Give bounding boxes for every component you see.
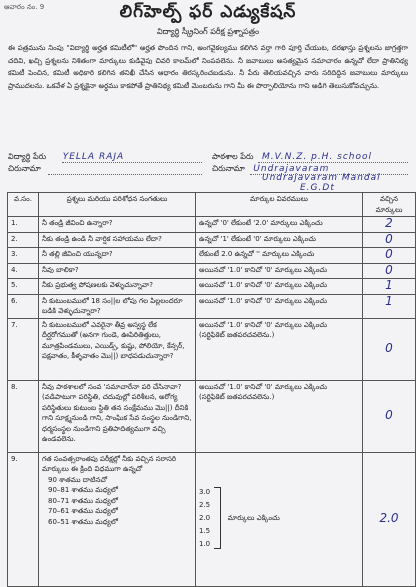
handwritten-mark: 0 bbox=[385, 263, 393, 277]
row-question: నీకు ప్రభుత్వ పోషణలకు వెళ్ళుచున్నావా? bbox=[39, 279, 196, 295]
handwritten-mark: 0 bbox=[385, 247, 393, 261]
row-mark bbox=[363, 318, 416, 380]
form-title: లిగ్‌హెల్ప్ ఫర్ ఎడ్యుకేషన్ bbox=[119, 2, 297, 22]
handwritten-mark: 1 bbox=[385, 294, 393, 308]
table-header-row bbox=[8, 193, 416, 217]
handwritten-mark: 0 bbox=[385, 407, 393, 422]
row-answer-note: (సర్టిఫికెట్ జతపరచవలెను.) bbox=[199, 393, 275, 401]
row-answer: అయినచో '1.0' కానిచో '0' మార్కులు ఎక్కించు bbox=[199, 320, 328, 329]
row-mark bbox=[363, 263, 416, 279]
row-no: 1. bbox=[8, 217, 39, 233]
row-question: గత సంవత్సరాంతపు పరీక్షల్లో నీకు వచ్చిన సరాసరి మార్కులు ఈ క్రింది విధముగా ఉన్నచో bbox=[42, 454, 177, 473]
row-mark bbox=[363, 279, 416, 295]
handwritten-mark: 1 bbox=[385, 278, 393, 292]
intro-paragraph: ఈ పత్రమును నింపు "విద్యార్థి అర్హత కమిటీలో" అర్హత పొందిన గాని, అంగవైకల్యము కలిగిన వర్తా గారి పూర్తి చేయుట, దరఖాస్తు ప్రశ్నలను జాగ్రత్తగా చదివి, ఖచ్చి ప్రశ్నలను నిశితంగా మార్కులు కుడివైపు చివరి కాలమ్‌లో నింపవలెను. నీ జవాబులు అసత్యమైన సమాచారం ఉన్నచో లేదా ప్రాతినిథ్య కమిటీ పెంచిన, కమిటీ అధికారి కలిగిన తనిఖీ చేసిన ఆధారం తిరస్కరించబడును. నీ పేరు తెలియవచ్చిన వారు సరిదిద్దిన జవాబులు మార్కులు ప్రాముదలను. ఒకవేళ ఏ ప్రశ్నకైనా అర్థము కాకపోతే ప్రాతినిథ్య కమిటీ మెంబరును గాని మీ ఈ పొర్ఫాలియోను గాని అడిగి తెలుసుకోవచ్చును. bbox=[8, 44, 408, 90]
table-row bbox=[8, 232, 416, 248]
row-mark bbox=[363, 232, 416, 248]
row-question-cell bbox=[39, 452, 196, 586]
table-row bbox=[8, 318, 416, 380]
row-answer: అయినచో '1.0' కానిచో '0' మార్కులు ఎక్కించు bbox=[196, 279, 363, 295]
row-answer: అయినచో '1.0' కానిచో '0' మార్కులు ఎక్కించు bbox=[199, 382, 328, 391]
row-question: నీకు తండ్రి ఉండి నీ వార్షిక సహాయము లేదా? bbox=[39, 232, 196, 248]
scale-value: 2.5 bbox=[199, 500, 211, 509]
header-no: వ.సం. bbox=[8, 193, 39, 217]
scale-value: 3.0 bbox=[199, 487, 211, 496]
row-question: నీ తల్లి జీవించి యున్నదా? bbox=[39, 248, 196, 264]
screening-table bbox=[7, 192, 416, 587]
school-name-label: పాఠశాల పేరు bbox=[212, 152, 254, 161]
row-mark bbox=[363, 380, 416, 452]
row-question: నీవు బాలికా? bbox=[39, 263, 196, 279]
address-value-2: Undrajavaram Mandal bbox=[262, 173, 381, 183]
address-value-3: E.G.Dt bbox=[300, 183, 335, 193]
table-row bbox=[8, 263, 416, 279]
corner-text: ఆవారం నం. 9 bbox=[4, 3, 45, 11]
row-question: నీ కుటుంబములో 18 సం||ల లోపు గల పిల్లలందరూ బడికి వెళ్ళుచున్నారా? bbox=[39, 294, 196, 318]
row-no: 7. bbox=[8, 318, 39, 380]
row-no: 3. bbox=[8, 248, 39, 264]
row-no: 8. bbox=[8, 380, 39, 452]
row-answer: ఉన్నచో '1' లేకుంటే '0' మార్కులు ఎక్కించు bbox=[196, 232, 363, 248]
row-answer: ఉన్నచో '0' లేకుంటే '2.0' మార్కులు ఎక్కించు bbox=[196, 217, 363, 233]
handwritten-mark: 2.0 bbox=[379, 510, 399, 525]
school-name-value: M.V.N.Z. p.H. school bbox=[262, 152, 373, 162]
row-answer-note: (సర్టిఫికెట్ జతపరచవలెను.) bbox=[199, 331, 275, 339]
handwritten-mark: 2 bbox=[385, 216, 393, 230]
row-mark bbox=[363, 217, 416, 233]
table-row bbox=[8, 279, 416, 295]
address-value-1: Undrajavaram bbox=[253, 164, 330, 174]
sub-item: 70–61 శాతము మధ్యలో bbox=[48, 507, 118, 515]
scale-value: 1.0 bbox=[199, 539, 211, 548]
row-mark bbox=[363, 248, 416, 264]
table-row bbox=[8, 294, 416, 318]
row-mark bbox=[363, 294, 416, 318]
scale-value: 2.0 bbox=[199, 513, 211, 522]
row-answer-cell bbox=[196, 318, 363, 380]
row-question: నీ కుటుంబములో ఎవరైనా తీవ్ర అస్వస్థ లేక దీర్ఘరోగముతో (అనగా గుండె, ఊపిరితిత్తులు, మూత్రపిండములు, ఎయిడ్స్, కుష్టు, పోలియో, కేన్సర్, పక్షవాతం, కీళ్ళవాతం మొ||) బాధపడుచున్నారా? bbox=[39, 318, 196, 380]
sub-item: 60–51 శాతము మధ్యలో bbox=[48, 517, 118, 526]
handwritten-mark: 0 bbox=[385, 340, 393, 355]
sub-item: 90 శాతము దాటినచో bbox=[48, 475, 108, 484]
row-answer-cell bbox=[196, 452, 363, 586]
address-field-left bbox=[8, 164, 41, 175]
school-name-line bbox=[258, 162, 408, 163]
bracket-shape bbox=[214, 487, 221, 549]
row-answer: లేకుంటే 2.0 ఉన్నచో '' మార్కులు ఎక్కించు bbox=[196, 248, 363, 264]
address-line-left bbox=[48, 174, 202, 175]
row-sub-list bbox=[42, 475, 192, 528]
row-no: 2. bbox=[8, 232, 39, 248]
row-no: 6. bbox=[8, 294, 39, 318]
row-no: 5. bbox=[8, 279, 39, 295]
row-question: నీ తండ్రి జీవించి ఉన్నారా? bbox=[39, 217, 196, 233]
table-row bbox=[8, 380, 416, 452]
header-answer: మార్కుల వివరములు bbox=[196, 193, 363, 217]
sub-item: 80–71 శాతము మధ్యలో bbox=[48, 496, 118, 505]
student-name-value: YELLA RAJA bbox=[62, 152, 125, 162]
form-subtitle: విద్యార్థి స్క్రీనింగ్ పరీక్ష ప్రశ్నాపత్రం bbox=[156, 27, 259, 36]
marks-scale bbox=[199, 487, 210, 552]
table-row bbox=[8, 217, 416, 233]
row-answer: అయినచో '1.0' కానిచో '0' మార్కులు ఎక్కించు bbox=[196, 263, 363, 279]
address-label-right: చిరునామా bbox=[212, 164, 245, 173]
table-row bbox=[8, 248, 416, 264]
row-answer: అయినచో '1.0' కానిచో '0' మార్కులు ఎక్కించు bbox=[196, 294, 363, 318]
address-label-left: చిరునామా bbox=[8, 164, 41, 173]
row-answer: మార్కులు ఎక్కించు bbox=[227, 513, 280, 522]
header-marks: వచ్చిన మార్కులు bbox=[363, 193, 416, 217]
scale-value: 1.5 bbox=[199, 526, 211, 535]
row-no: 9. bbox=[8, 452, 39, 586]
row-answer-cell bbox=[196, 380, 363, 452]
sub-item: 90–81 శాతము మధ్యలో bbox=[48, 486, 118, 494]
row-question: నీవు పాఠశాలలో సంవ 'సమాచారేనా పరి చేసినావా? (వడిపాటుగా పరిస్థితి, చదువుల్లో పరిశీలన, అరోగ్య పరిస్థితులు కుటుంబ స్థితి తన సంక్షేమము మొ||) దీనికి గాని సూక్ష్మనుండి గాని, సాంఘిక సేవ సంస్థల నుండిగాని, ధర్మసంస్థల నుండిగాని ప్రతిపాదిత్యముగా వచ్చి ఉండవలెను. bbox=[39, 380, 196, 452]
handwritten-mark: 0 bbox=[385, 232, 393, 246]
row-no: 4. bbox=[8, 263, 39, 279]
student-name-label: విద్యార్థి పేరు bbox=[8, 152, 47, 161]
table-row bbox=[8, 452, 416, 586]
header-question: ప్రశ్నలు మరియు పరిశోధన సంగతులు bbox=[39, 193, 196, 217]
student-name-line bbox=[62, 162, 202, 163]
row-mark bbox=[363, 452, 416, 586]
